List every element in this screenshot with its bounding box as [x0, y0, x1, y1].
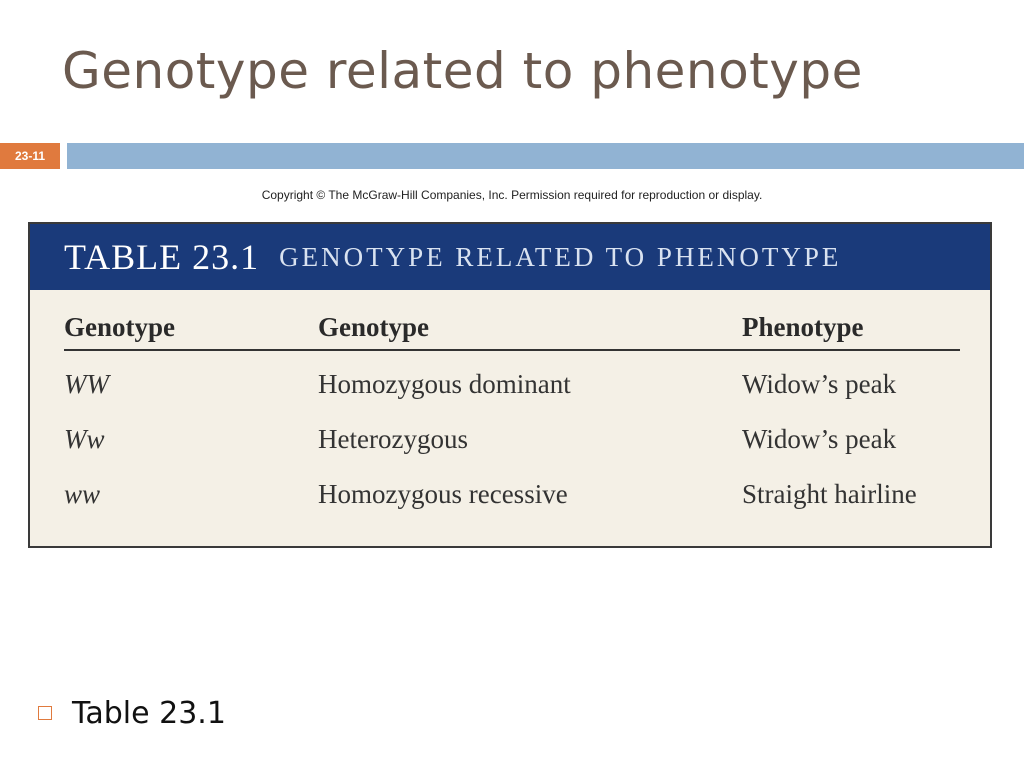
table-row — [64, 467, 960, 522]
bullet-square-icon — [38, 706, 52, 720]
accent-bar — [67, 143, 1024, 169]
column-header-genotype: Genotype — [64, 312, 318, 350]
table-header-row — [64, 312, 960, 350]
table-row — [64, 412, 960, 467]
table-header-band — [30, 224, 990, 290]
slide-number-badge: 23-11 — [0, 143, 60, 169]
column-header-genotype-type: Genotype — [318, 312, 742, 350]
slide-title: Genotype related to phenotype — [62, 42, 863, 100]
table-number: TABLE 23.1 — [64, 237, 260, 277]
copyright-notice: Copyright © The McGraw-Hill Companies, Inc. Permission required for reproduction or display. — [261, 188, 763, 202]
table-cell-genotype-type: Homozygous dominant — [318, 369, 571, 399]
table-cell-genotype: WW — [64, 369, 109, 399]
table-caption: GENOTYPE RELATED TO PHENOTYPE — [279, 241, 842, 272]
table-cell-genotype-type: Heterozygous — [318, 424, 468, 454]
table-row — [64, 350, 960, 412]
table-cell-phenotype: Widow’s peak — [742, 369, 897, 399]
bullet-text: Table 23.1 — [72, 696, 226, 731]
table-cell-genotype-type: Homozygous recessive — [318, 479, 568, 509]
table-cell-genotype: Ww — [64, 424, 105, 454]
table-figure — [28, 222, 992, 548]
genotype-phenotype-table — [64, 312, 960, 522]
table-cell-phenotype: Widow’s peak — [742, 424, 897, 454]
table-cell-genotype: ww — [64, 479, 101, 509]
column-header-phenotype: Phenotype — [742, 312, 960, 350]
table-cell-phenotype: Straight hairline — [742, 479, 917, 509]
